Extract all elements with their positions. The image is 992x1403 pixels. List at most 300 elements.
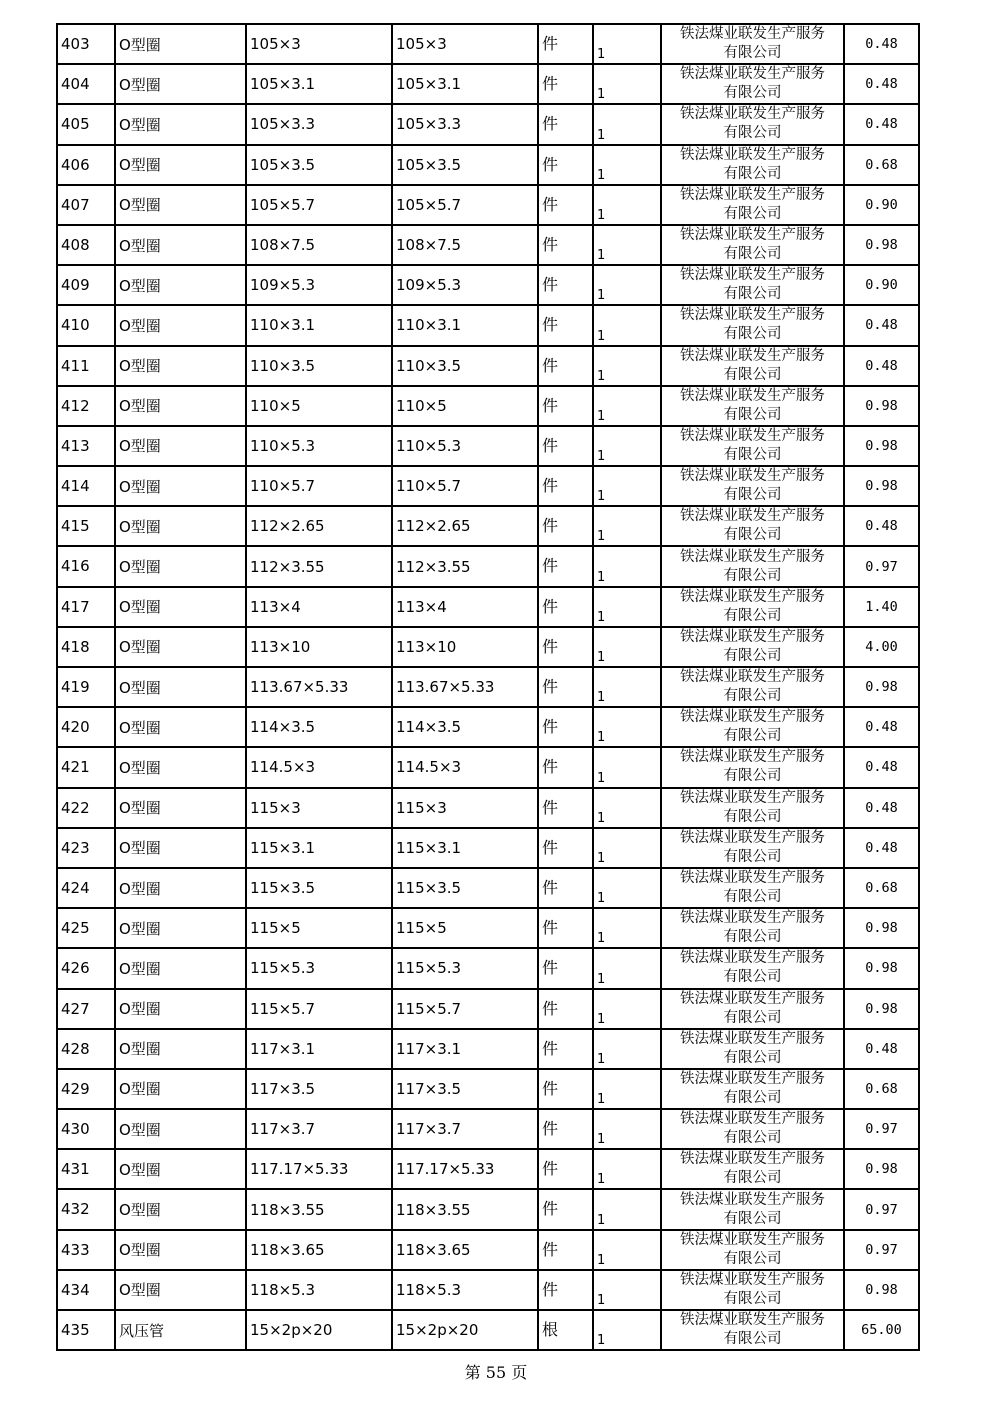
item-spec: 113×4 <box>246 587 392 627</box>
supplier-line-2: 有限公司 <box>723 125 782 142</box>
supplier-line-1: 铁法煤业联发生产服务 <box>680 1191 825 1208</box>
item-spec: 113.67×5.33 <box>246 667 392 707</box>
supplier-line-2: 有限公司 <box>723 1130 782 1147</box>
item-spec: 105×5.7 <box>246 185 392 225</box>
supplier-line-1: 铁法煤业联发生产服务 <box>680 227 825 244</box>
item-unit: 件 <box>538 546 593 586</box>
item-name: O型圈 <box>115 747 246 787</box>
table-row <box>57 426 919 466</box>
item-quantity: 1 <box>593 225 661 265</box>
item-supplier <box>661 989 844 1029</box>
item-name: 风压管 <box>115 1310 246 1350</box>
item-supplier <box>661 1029 844 1069</box>
row-number: 431 <box>57 1149 115 1189</box>
item-unit: 件 <box>538 1230 593 1270</box>
row-number: 424 <box>57 868 115 908</box>
item-model: 113×4 <box>392 587 538 627</box>
item-spec: 115×5.7 <box>246 989 392 1029</box>
item-unit: 件 <box>538 104 593 144</box>
item-name: O型圈 <box>115 185 246 225</box>
item-quantity: 1 <box>593 707 661 747</box>
item-supplier <box>661 1189 844 1229</box>
supplier-line-2: 有限公司 <box>723 1089 782 1106</box>
item-quantity: 1 <box>593 546 661 586</box>
item-model: 105×3.1 <box>392 64 538 104</box>
row-number: 423 <box>57 828 115 868</box>
supplier-line-1: 铁法煤业联发生产服务 <box>680 508 825 525</box>
item-price: 0.98 <box>844 466 919 506</box>
item-spec: 117×3.5 <box>246 1069 392 1109</box>
item-spec: 117×3.1 <box>246 1029 392 1069</box>
price-table-body <box>57 24 919 1350</box>
item-unit: 根 <box>538 1310 593 1350</box>
item-model: 115×5.3 <box>392 948 538 988</box>
row-number: 415 <box>57 506 115 546</box>
item-name: O型圈 <box>115 346 246 386</box>
item-name: O型圈 <box>115 667 246 707</box>
supplier-line-2: 有限公司 <box>723 688 782 705</box>
item-model: 117×3.1 <box>392 1029 538 1069</box>
item-unit: 件 <box>538 265 593 305</box>
item-name: O型圈 <box>115 1109 246 1149</box>
row-number: 404 <box>57 64 115 104</box>
item-unit: 件 <box>538 948 593 988</box>
table-row <box>57 145 919 185</box>
item-price: 0.98 <box>844 667 919 707</box>
item-spec: 118×5.3 <box>246 1270 392 1310</box>
item-name: O型圈 <box>115 305 246 345</box>
table-row <box>57 466 919 506</box>
row-number: 422 <box>57 788 115 828</box>
item-price: 0.48 <box>844 506 919 546</box>
item-model: 118×5.3 <box>392 1270 538 1310</box>
item-model: 110×3.1 <box>392 305 538 345</box>
item-quantity: 1 <box>593 1189 661 1229</box>
item-name: O型圈 <box>115 788 246 828</box>
item-unit: 件 <box>538 828 593 868</box>
item-unit: 件 <box>538 1029 593 1069</box>
supplier-line-1: 铁法煤业联发生产服务 <box>680 789 825 806</box>
supplier-line-2: 有限公司 <box>723 728 782 745</box>
item-unit: 件 <box>538 1270 593 1310</box>
table-row <box>57 747 919 787</box>
item-supplier <box>661 185 844 225</box>
row-number: 411 <box>57 346 115 386</box>
item-model: 114.5×3 <box>392 747 538 787</box>
item-quantity: 1 <box>593 305 661 345</box>
supplier-line-2: 有限公司 <box>723 1009 782 1026</box>
row-number: 413 <box>57 426 115 466</box>
item-spec: 112×3.55 <box>246 546 392 586</box>
item-unit: 件 <box>538 707 593 747</box>
row-number: 403 <box>57 24 115 64</box>
supplier-line-1: 铁法煤业联发生产服务 <box>680 106 825 123</box>
item-supplier <box>661 506 844 546</box>
item-spec: 115×3 <box>246 788 392 828</box>
item-spec: 113×10 <box>246 627 392 667</box>
item-name: O型圈 <box>115 1189 246 1229</box>
supplier-line-2: 有限公司 <box>723 1170 782 1187</box>
item-unit: 件 <box>538 24 593 64</box>
item-quantity: 1 <box>593 24 661 64</box>
item-price: 0.97 <box>844 1189 919 1229</box>
supplier-line-2: 有限公司 <box>723 969 782 986</box>
item-price: 0.48 <box>844 64 919 104</box>
item-name: O型圈 <box>115 546 246 586</box>
item-price: 0.48 <box>844 346 919 386</box>
item-quantity: 1 <box>593 667 661 707</box>
item-name: O型圈 <box>115 506 246 546</box>
item-unit: 件 <box>538 466 593 506</box>
item-supplier <box>661 386 844 426</box>
item-unit: 件 <box>538 305 593 345</box>
supplier-line-1: 铁法煤业联发生产服务 <box>680 186 825 203</box>
supplier-line-1: 铁法煤业联发生产服务 <box>680 26 825 43</box>
item-model: 105×3 <box>392 24 538 64</box>
item-unit: 件 <box>538 908 593 948</box>
row-number: 420 <box>57 707 115 747</box>
item-unit: 件 <box>538 587 593 627</box>
supplier-line-2: 有限公司 <box>723 929 782 946</box>
row-number: 419 <box>57 667 115 707</box>
item-name: O型圈 <box>115 948 246 988</box>
item-price: 65.00 <box>844 1310 919 1350</box>
item-supplier <box>661 1270 844 1310</box>
supplier-line-2: 有限公司 <box>723 286 782 303</box>
item-supplier <box>661 908 844 948</box>
supplier-line-1: 铁法煤业联发生产服务 <box>680 709 825 726</box>
table-row <box>57 346 919 386</box>
supplier-line-2: 有限公司 <box>723 205 782 222</box>
supplier-line-1: 铁法煤业联发生产服务 <box>680 1030 825 1047</box>
item-supplier <box>661 948 844 988</box>
table-row <box>57 989 919 1029</box>
table-row <box>57 948 919 988</box>
item-supplier <box>661 1149 844 1189</box>
item-supplier <box>661 747 844 787</box>
item-supplier <box>661 707 844 747</box>
item-price: 0.98 <box>844 908 919 948</box>
item-supplier <box>661 145 844 185</box>
item-quantity: 1 <box>593 265 661 305</box>
item-unit: 件 <box>538 667 593 707</box>
item-name: O型圈 <box>115 265 246 305</box>
item-quantity: 1 <box>593 1270 661 1310</box>
item-supplier <box>661 466 844 506</box>
supplier-line-1: 铁法煤业联发生产服务 <box>680 870 825 887</box>
item-price: 0.97 <box>844 546 919 586</box>
item-unit: 件 <box>538 64 593 104</box>
item-price: 1.40 <box>844 587 919 627</box>
row-number: 426 <box>57 948 115 988</box>
item-supplier <box>661 1069 844 1109</box>
item-supplier <box>661 788 844 828</box>
supplier-line-2: 有限公司 <box>723 1250 782 1267</box>
table-row <box>57 546 919 586</box>
item-model: 115×3.5 <box>392 868 538 908</box>
item-price: 0.68 <box>844 868 919 908</box>
item-unit: 件 <box>538 788 593 828</box>
supplier-line-1: 铁法煤业联发生产服务 <box>680 990 825 1007</box>
item-model: 110×5.3 <box>392 426 538 466</box>
supplier-line-2: 有限公司 <box>723 607 782 624</box>
supplier-line-1: 铁法煤业联发生产服务 <box>680 548 825 565</box>
item-model: 112×2.65 <box>392 506 538 546</box>
item-name: O型圈 <box>115 225 246 265</box>
table-row <box>57 265 919 305</box>
item-supplier <box>661 627 844 667</box>
supplier-line-2: 有限公司 <box>723 768 782 785</box>
item-unit: 件 <box>538 145 593 185</box>
item-price: 0.48 <box>844 747 919 787</box>
item-price: 0.48 <box>844 828 919 868</box>
item-spec: 105×3.5 <box>246 145 392 185</box>
row-number: 425 <box>57 908 115 948</box>
item-spec: 109×5.3 <box>246 265 392 305</box>
item-name: O型圈 <box>115 1270 246 1310</box>
item-model: 118×3.55 <box>392 1189 538 1229</box>
item-price: 0.98 <box>844 989 919 1029</box>
supplier-line-1: 铁法煤业联发生产服务 <box>680 910 825 927</box>
item-supplier <box>661 64 844 104</box>
row-number: 432 <box>57 1189 115 1229</box>
item-supplier <box>661 225 844 265</box>
item-name: O型圈 <box>115 828 246 868</box>
item-name: O型圈 <box>115 64 246 104</box>
item-quantity: 1 <box>593 185 661 225</box>
item-name: O型圈 <box>115 1149 246 1189</box>
item-quantity: 1 <box>593 1310 661 1350</box>
table-row <box>57 1310 919 1350</box>
supplier-line-1: 铁法煤业联发生产服务 <box>680 1070 825 1087</box>
table-row <box>57 908 919 948</box>
row-number: 429 <box>57 1069 115 1109</box>
supplier-line-2: 有限公司 <box>723 1290 782 1307</box>
item-quantity: 1 <box>593 346 661 386</box>
item-supplier <box>661 1310 844 1350</box>
item-name: O型圈 <box>115 466 246 506</box>
item-unit: 件 <box>538 225 593 265</box>
item-spec: 108×7.5 <box>246 225 392 265</box>
item-name: O型圈 <box>115 145 246 185</box>
supplier-line-1: 铁法煤业联发生产服务 <box>680 66 825 83</box>
item-quantity: 1 <box>593 828 661 868</box>
supplier-line-1: 铁法煤业联发生产服务 <box>680 468 825 485</box>
supplier-line-1: 铁法煤业联发生产服务 <box>680 749 825 766</box>
item-supplier <box>661 828 844 868</box>
item-unit: 件 <box>538 627 593 667</box>
supplier-line-1: 铁法煤业联发生产服务 <box>680 387 825 404</box>
item-unit: 件 <box>538 868 593 908</box>
item-quantity: 1 <box>593 627 661 667</box>
price-table <box>56 23 920 1351</box>
supplier-line-2: 有限公司 <box>723 889 782 906</box>
item-quantity: 1 <box>593 747 661 787</box>
item-spec: 115×3.1 <box>246 828 392 868</box>
row-number: 428 <box>57 1029 115 1069</box>
table-row <box>57 506 919 546</box>
item-spec: 110×3.5 <box>246 346 392 386</box>
item-spec: 117.17×5.33 <box>246 1149 392 1189</box>
item-spec: 110×3.1 <box>246 305 392 345</box>
item-quantity: 1 <box>593 104 661 144</box>
supplier-line-1: 铁法煤业联发生产服务 <box>680 1231 825 1248</box>
item-model: 115×5 <box>392 908 538 948</box>
table-row <box>57 667 919 707</box>
item-price: 0.48 <box>844 104 919 144</box>
item-spec: 110×5.7 <box>246 466 392 506</box>
table-row <box>57 386 919 426</box>
item-unit: 件 <box>538 1109 593 1149</box>
item-model: 105×5.7 <box>392 185 538 225</box>
item-model: 110×5 <box>392 386 538 426</box>
item-price: 0.48 <box>844 305 919 345</box>
item-spec: 105×3 <box>246 24 392 64</box>
item-spec: 114.5×3 <box>246 747 392 787</box>
item-spec: 110×5 <box>246 386 392 426</box>
item-name: O型圈 <box>115 627 246 667</box>
item-supplier <box>661 104 844 144</box>
supplier-line-2: 有限公司 <box>723 85 782 102</box>
item-quantity: 1 <box>593 386 661 426</box>
item-model: 117×3.5 <box>392 1069 538 1109</box>
item-price: 0.98 <box>844 225 919 265</box>
table-row <box>57 24 919 64</box>
item-quantity: 1 <box>593 587 661 627</box>
item-spec: 112×2.65 <box>246 506 392 546</box>
supplier-line-2: 有限公司 <box>723 848 782 865</box>
item-model: 105×3.5 <box>392 145 538 185</box>
table-row <box>57 868 919 908</box>
row-number: 433 <box>57 1230 115 1270</box>
supplier-line-1: 铁法煤业联发生产服务 <box>680 1312 825 1329</box>
item-supplier <box>661 1230 844 1270</box>
item-price: 0.98 <box>844 1149 919 1189</box>
supplier-line-1: 铁法煤业联发生产服务 <box>680 628 825 645</box>
supplier-line-1: 铁法煤业联发生产服务 <box>680 267 825 284</box>
table-row <box>57 104 919 144</box>
row-number: 421 <box>57 747 115 787</box>
item-spec: 105×3.3 <box>246 104 392 144</box>
row-number: 406 <box>57 145 115 185</box>
item-model: 15×2p×20 <box>392 1310 538 1350</box>
supplier-line-2: 有限公司 <box>723 567 782 584</box>
item-quantity: 1 <box>593 948 661 988</box>
table-row <box>57 64 919 104</box>
supplier-line-2: 有限公司 <box>723 808 782 825</box>
item-model: 118×3.65 <box>392 1230 538 1270</box>
item-name: O型圈 <box>115 1069 246 1109</box>
item-model: 115×3.1 <box>392 828 538 868</box>
table-row <box>57 1029 919 1069</box>
item-unit: 件 <box>538 747 593 787</box>
item-spec: 118×3.65 <box>246 1230 392 1270</box>
item-supplier <box>661 265 844 305</box>
supplier-line-2: 有限公司 <box>723 1049 782 1066</box>
table-row <box>57 305 919 345</box>
item-supplier <box>661 346 844 386</box>
item-unit: 件 <box>538 1069 593 1109</box>
item-price: 0.90 <box>844 265 919 305</box>
item-name: O型圈 <box>115 1029 246 1069</box>
item-quantity: 1 <box>593 908 661 948</box>
item-unit: 件 <box>538 386 593 426</box>
item-price: 0.97 <box>844 1109 919 1149</box>
item-spec: 15×2p×20 <box>246 1310 392 1350</box>
item-unit: 件 <box>538 185 593 225</box>
row-number: 418 <box>57 627 115 667</box>
supplier-line-2: 有限公司 <box>723 527 782 544</box>
row-number: 408 <box>57 225 115 265</box>
item-model: 109×5.3 <box>392 265 538 305</box>
item-model: 117×3.7 <box>392 1109 538 1149</box>
table-row <box>57 707 919 747</box>
item-unit: 件 <box>538 1189 593 1229</box>
item-name: O型圈 <box>115 24 246 64</box>
item-price: 0.98 <box>844 426 919 466</box>
item-quantity: 1 <box>593 868 661 908</box>
item-quantity: 1 <box>593 145 661 185</box>
item-unit: 件 <box>538 346 593 386</box>
item-name: O型圈 <box>115 104 246 144</box>
item-price: 0.97 <box>844 1230 919 1270</box>
item-spec: 117×3.7 <box>246 1109 392 1149</box>
item-spec: 115×3.5 <box>246 868 392 908</box>
item-quantity: 1 <box>593 989 661 1029</box>
item-model: 117.17×5.33 <box>392 1149 538 1189</box>
item-supplier <box>661 426 844 466</box>
item-spec: 115×5 <box>246 908 392 948</box>
item-unit: 件 <box>538 426 593 466</box>
item-model: 108×7.5 <box>392 225 538 265</box>
table-row <box>57 788 919 828</box>
row-number: 434 <box>57 1270 115 1310</box>
item-price: 0.98 <box>844 386 919 426</box>
table-row <box>57 1189 919 1229</box>
row-number: 409 <box>57 265 115 305</box>
row-number: 407 <box>57 185 115 225</box>
row-number: 405 <box>57 104 115 144</box>
supplier-line-1: 铁法煤业联发生产服务 <box>680 347 825 364</box>
item-price: 0.68 <box>844 1069 919 1109</box>
item-name: O型圈 <box>115 868 246 908</box>
page-number: 第 55 页 <box>464 1363 528 1382</box>
row-number: 435 <box>57 1310 115 1350</box>
item-quantity: 1 <box>593 788 661 828</box>
supplier-line-1: 铁法煤业联发生产服务 <box>680 1111 825 1128</box>
supplier-line-1: 铁法煤业联发生产服务 <box>680 1271 825 1288</box>
item-name: O型圈 <box>115 426 246 466</box>
supplier-line-2: 有限公司 <box>723 1331 782 1348</box>
item-model: 110×5.7 <box>392 466 538 506</box>
supplier-line-2: 有限公司 <box>723 446 782 463</box>
item-model: 112×3.55 <box>392 546 538 586</box>
item-spec: 115×5.3 <box>246 948 392 988</box>
supplier-line-1: 铁法煤业联发生产服务 <box>680 588 825 605</box>
supplier-line-1: 铁法煤业联发生产服务 <box>680 427 825 444</box>
item-spec: 105×3.1 <box>246 64 392 104</box>
item-price: 0.48 <box>844 707 919 747</box>
item-name: O型圈 <box>115 386 246 426</box>
supplier-line-2: 有限公司 <box>723 165 782 182</box>
item-quantity: 1 <box>593 466 661 506</box>
item-price: 0.90 <box>844 185 919 225</box>
item-model: 115×5.7 <box>392 989 538 1029</box>
item-price: 0.48 <box>844 1029 919 1069</box>
table-row <box>57 1069 919 1109</box>
supplier-line-2: 有限公司 <box>723 326 782 343</box>
item-quantity: 1 <box>593 1069 661 1109</box>
